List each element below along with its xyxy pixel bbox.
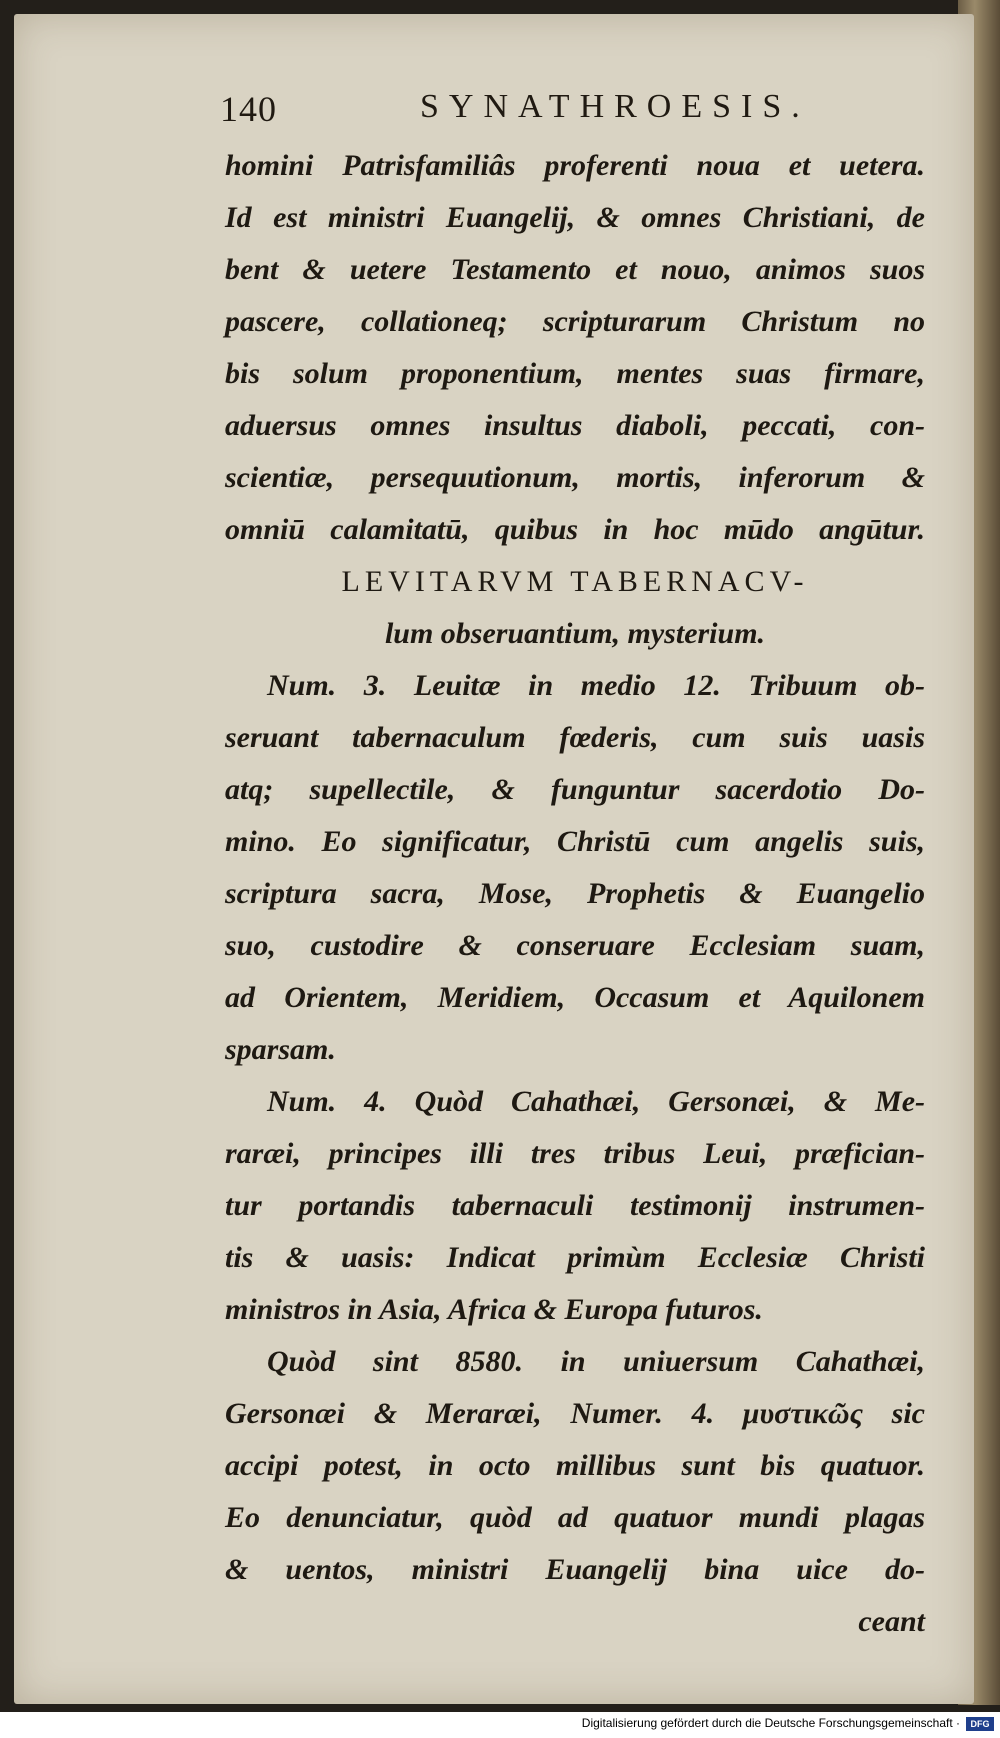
page-text — [225, 140, 925, 1648]
text-line: raræi, principes illi tres tribus Leui, præfician- — [225, 1137, 925, 1170]
text-line: atq; supellectile, & funguntur sacerdotio Do- — [225, 773, 925, 806]
section-subheading: lum obseruantium, mysterium. — [384, 617, 766, 650]
digitization-footer — [0, 1712, 1000, 1738]
page-header — [220, 88, 820, 128]
text-line: bent & uetere Testamento et nouo, animos suos — [225, 253, 925, 286]
catchword: ceant — [858, 1605, 925, 1638]
text-line: homini Patrisfamiliâs proferenti noua et uetera. — [225, 149, 925, 182]
text-line: tur portandis tabernaculi testimonij instrumen- — [225, 1189, 925, 1222]
text-line: accipi potest, in octo millibus sunt bis quatuor. — [225, 1449, 925, 1482]
text-line: aduersus omnes insultus diaboli, peccati, con- — [225, 409, 925, 442]
text-line: ministros in Asia, Africa & Europa futuros. — [225, 1293, 763, 1326]
text-line: seruant tabernaculum fœderis, cum suis uasis — [225, 721, 925, 754]
text-line: sparsam. — [225, 1033, 336, 1066]
text-line: pascere, collationeq; scripturarum Christum no — [225, 305, 925, 338]
funding-credit: Digitalisierung gefördert durch die Deutsche Forschungsgemeinschaft · — [581, 1716, 960, 1730]
page-number: 140 — [220, 89, 277, 129]
text-line: suo, custodire & conseruare Ecclesiam suam, — [225, 929, 925, 962]
text-line: tis & uasis: Indicat primùm Ecclesiæ Christi — [225, 1241, 925, 1274]
text-line: Id est ministri Euangelij, & omnes Christiani, de — [225, 201, 925, 234]
text-line: bis solum proponentium, mentes suas firmare, — [225, 357, 925, 390]
section-heading: LEVITARVM TABERNACV- — [341, 565, 809, 598]
running-head: SYNATHROESIS. — [420, 88, 810, 125]
text-line: Quòd sint 8580. in uniuersum Cahathæi, — [267, 1345, 925, 1378]
text-line: scriptura sacra, Mose, Prophetis & Euangelio — [225, 877, 925, 910]
text-line: & uentos, ministri Euangelij bina uice do- — [225, 1553, 925, 1586]
text-line: Gersonæi & Meraræi, Numer. 4. μυστικῶς sic — [225, 1397, 925, 1430]
text-line: Eo denunciatur, quòd ad quatuor mundi plagas — [225, 1501, 925, 1534]
text-line: mino. Eo significatur, Christū cum angelis suis, — [225, 825, 925, 858]
dfg-logo: DFG — [966, 1717, 994, 1731]
text-line: ad Orientem, Meridiem, Occasum et Aquilonem — [225, 981, 925, 1014]
text-line: Num. 3. Leuitæ in medio 12. Tribuum ob- — [267, 669, 925, 702]
text-line: omniū calamitatū, quibus in hoc mūdo angūtur. — [225, 513, 925, 546]
text-line: scientiæ, persequutionum, mortis, inferorum & — [225, 461, 925, 494]
text-line: Num. 4. Quòd Cahathæi, Gersonæi, & Me- — [267, 1085, 925, 1118]
